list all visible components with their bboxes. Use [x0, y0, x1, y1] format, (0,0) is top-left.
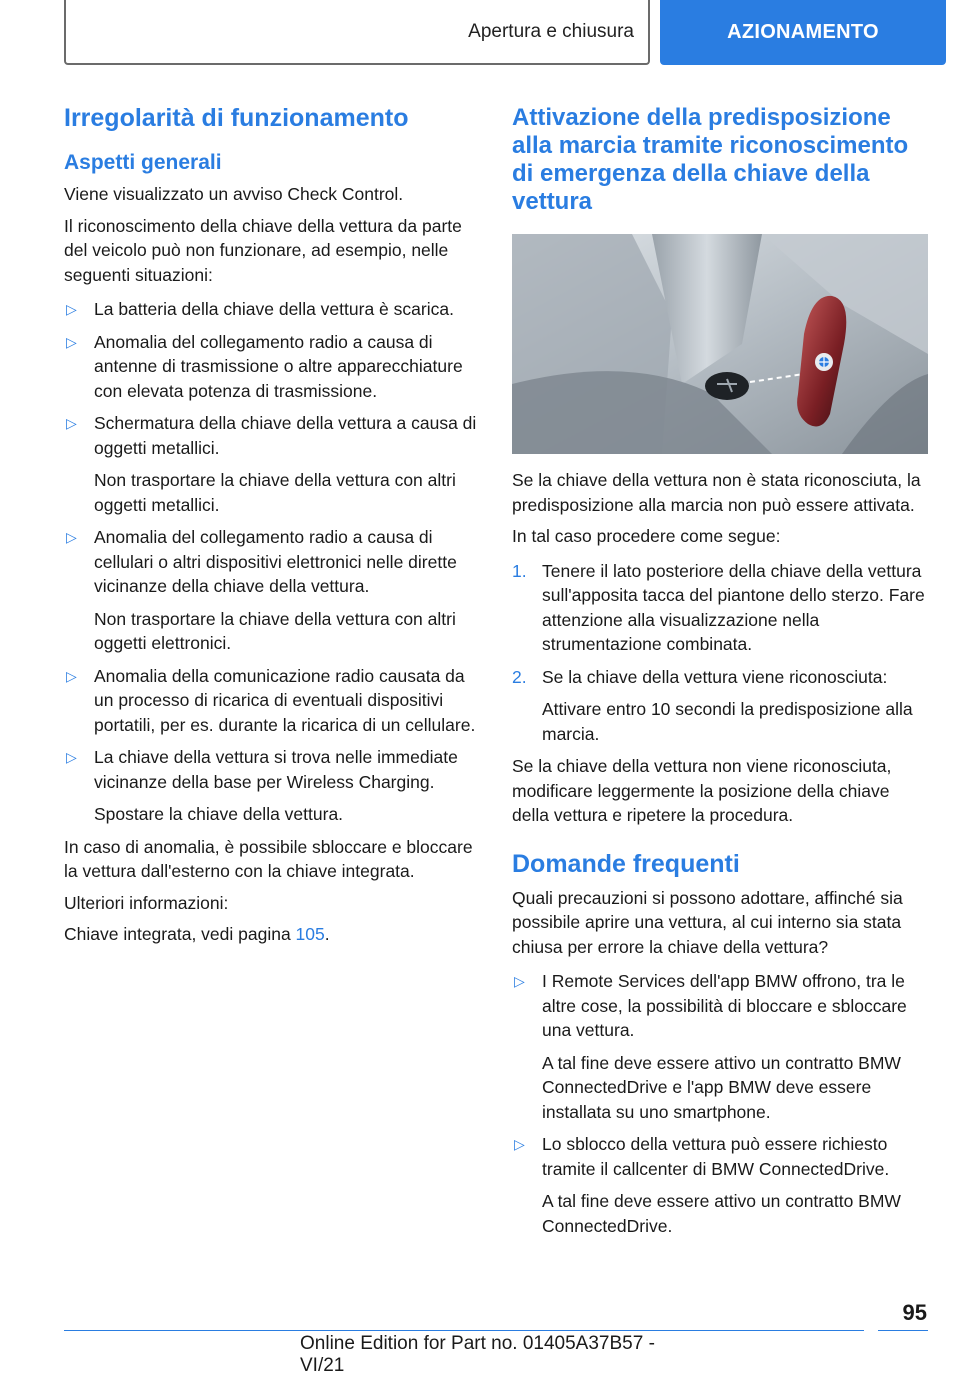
subsection-heading: Aspetti generali: [64, 151, 222, 174]
page-number: 95: [902, 1300, 927, 1325]
list-item-text: I Remote Services dell'app BMW offrono, tra le altre cose, la possibilità di bloccare e sbloccare una vettura.: [542, 971, 907, 1040]
list-item-continuation: Non trasportare la chiave della vettura con altri oggetti elettronici.: [94, 608, 456, 653]
paragraph: Se la chiave della vettura non è stata riconosciuta, la predisposizione alla marcia non può essere attivata.: [512, 470, 921, 515]
step-continuation: Attivare entro 10 secondi la predisposizione alla marcia.: [542, 699, 913, 744]
step-number: 1.: [512, 560, 527, 581]
left-column: [64, 0, 478, 954]
list-item-text: Anomalia della comunicazione radio causata da un processo di ricarica di eventuali dispositivi portatili, per es. durante la ricarica di un cellulare.: [94, 665, 476, 735]
list-item-text: Schermatura della chiave della vettura a causa di oggetti metallici.: [94, 413, 477, 458]
step-text: Se la chiave della vettura viene riconosciuta:: [542, 666, 888, 687]
list-item-continuation: Non trasportare la chiave della vettura con altri oggetti metallici.: [94, 470, 456, 515]
chapter-label: AZIONAMENTO: [727, 21, 879, 43]
list-item-text: La chiave della vettura si trova nelle immediate vicinanze della base per Wireless Charging.: [94, 747, 458, 792]
numbered-step: [512, 665, 928, 747]
triangle-bullet-icon: ▷: [66, 529, 77, 545]
paragraph: Se la chiave della vettura non viene riconosciuta, modificare leggermente la posizione della chiave della vettura e ripetere la procedura.: [512, 756, 892, 825]
triangle-bullet-icon: ▷: [66, 667, 77, 684]
list-item: [64, 297, 478, 322]
triangle-bullet-icon: ▷: [66, 415, 77, 431]
list-item-continuation: Spostare la chiave della vettura.: [94, 804, 344, 824]
paragraph: Viene visualizzato un avviso Check Control.: [64, 184, 404, 204]
list-item: [64, 330, 478, 404]
list-item-text: La batteria della chiave della vettura è scarica.: [94, 299, 454, 319]
triangle-bullet-icon: ▷: [514, 973, 525, 989]
paragraph: In tal caso procedere come segue:: [512, 526, 781, 546]
paragraph: In caso di anomalia, è possibile sbloccare e bloccare la vettura dall'esterno con la chiave integrata.: [64, 836, 473, 881]
numbered-step: [512, 559, 928, 657]
step-number: 2.: [512, 666, 527, 687]
triangle-bullet-icon: ▷: [514, 1136, 525, 1152]
list-item-continuation: A tal fine deve essere attivo un contratto BMW ConnectedDrive e l'app BMW deve essere installata su uno smartphone.: [542, 1052, 901, 1122]
list-item-continuation: A tal fine deve essere attivo un contratto BMW ConnectedDrive.: [542, 1191, 901, 1236]
section-label: Apertura e chiusura: [468, 20, 634, 42]
list-item: [64, 525, 478, 656]
list-item: [512, 969, 928, 1124]
paragraph: Il riconoscimento della chiave della vettura da parte del veicolo può non funzionare, ad esempio, nelle seguenti situazioni:: [64, 215, 462, 285]
bullet-list: [512, 969, 928, 1238]
paragraph-text: .: [324, 924, 330, 944]
paragraph: Ulteriori informazioni:: [64, 892, 229, 913]
footer-divider: [64, 1330, 864, 1331]
list-item-text: Anomalia del collegamento radio a causa di antenne di trasmissione o altre apparecchiature con elevata potenza di trasmissione.: [94, 331, 463, 401]
numbered-list: [512, 559, 928, 747]
list-item: [64, 664, 478, 738]
section-heading: Attivazione della predisposizione alla marcia tramite riconoscimento di emergenza della chiave della vettura: [512, 104, 909, 215]
footer-divider: [878, 1330, 928, 1331]
step-text: Tenere il lato posteriore della chiave della vettura sull'apposita tacca del piantone dello sterzo. Fare attenzione alla visualizzazione nella strumentazione combinata.: [542, 560, 925, 654]
triangle-bullet-icon: ▷: [66, 749, 77, 765]
page-reference-link[interactable]: 105: [295, 924, 325, 944]
section-heading: Irregolarità di funzionamento: [64, 104, 409, 132]
triangle-bullet-icon: ▷: [66, 301, 77, 317]
bullet-list: [64, 297, 478, 827]
list-item-text: Lo sblocco della vettura può essere richiesto tramite il callcenter di BMW ConnectedDrive.: [542, 1134, 890, 1179]
photo-illustration: [512, 234, 928, 454]
list-item-text: Anomalia del collegamento radio a causa di cellulari o altri dispositivi elettronici nelle dirette vicinanze della chiave della vettura.: [94, 527, 457, 596]
paragraph: Quali precauzioni si possono adottare, affinché sia possibile aprire una vettura, al cui interno sia stata chiusa per errore la chiave della vettura?: [512, 887, 903, 957]
right-column: [512, 0, 928, 1246]
paragraph-text: Chiave integrata, vedi pagina: [64, 924, 296, 944]
paragraph-with-link: [64, 922, 478, 947]
list-item: [64, 411, 478, 517]
edition-footer: Online Edition for Part no. 01405A37B57 - VI/21: [300, 1333, 655, 1376]
section-heading: Domande frequenti: [512, 849, 740, 878]
steering-column-key-photo: [512, 234, 928, 454]
list-item: [512, 1132, 928, 1238]
triangle-bullet-icon: ▷: [66, 333, 77, 350]
list-item: [64, 745, 478, 827]
